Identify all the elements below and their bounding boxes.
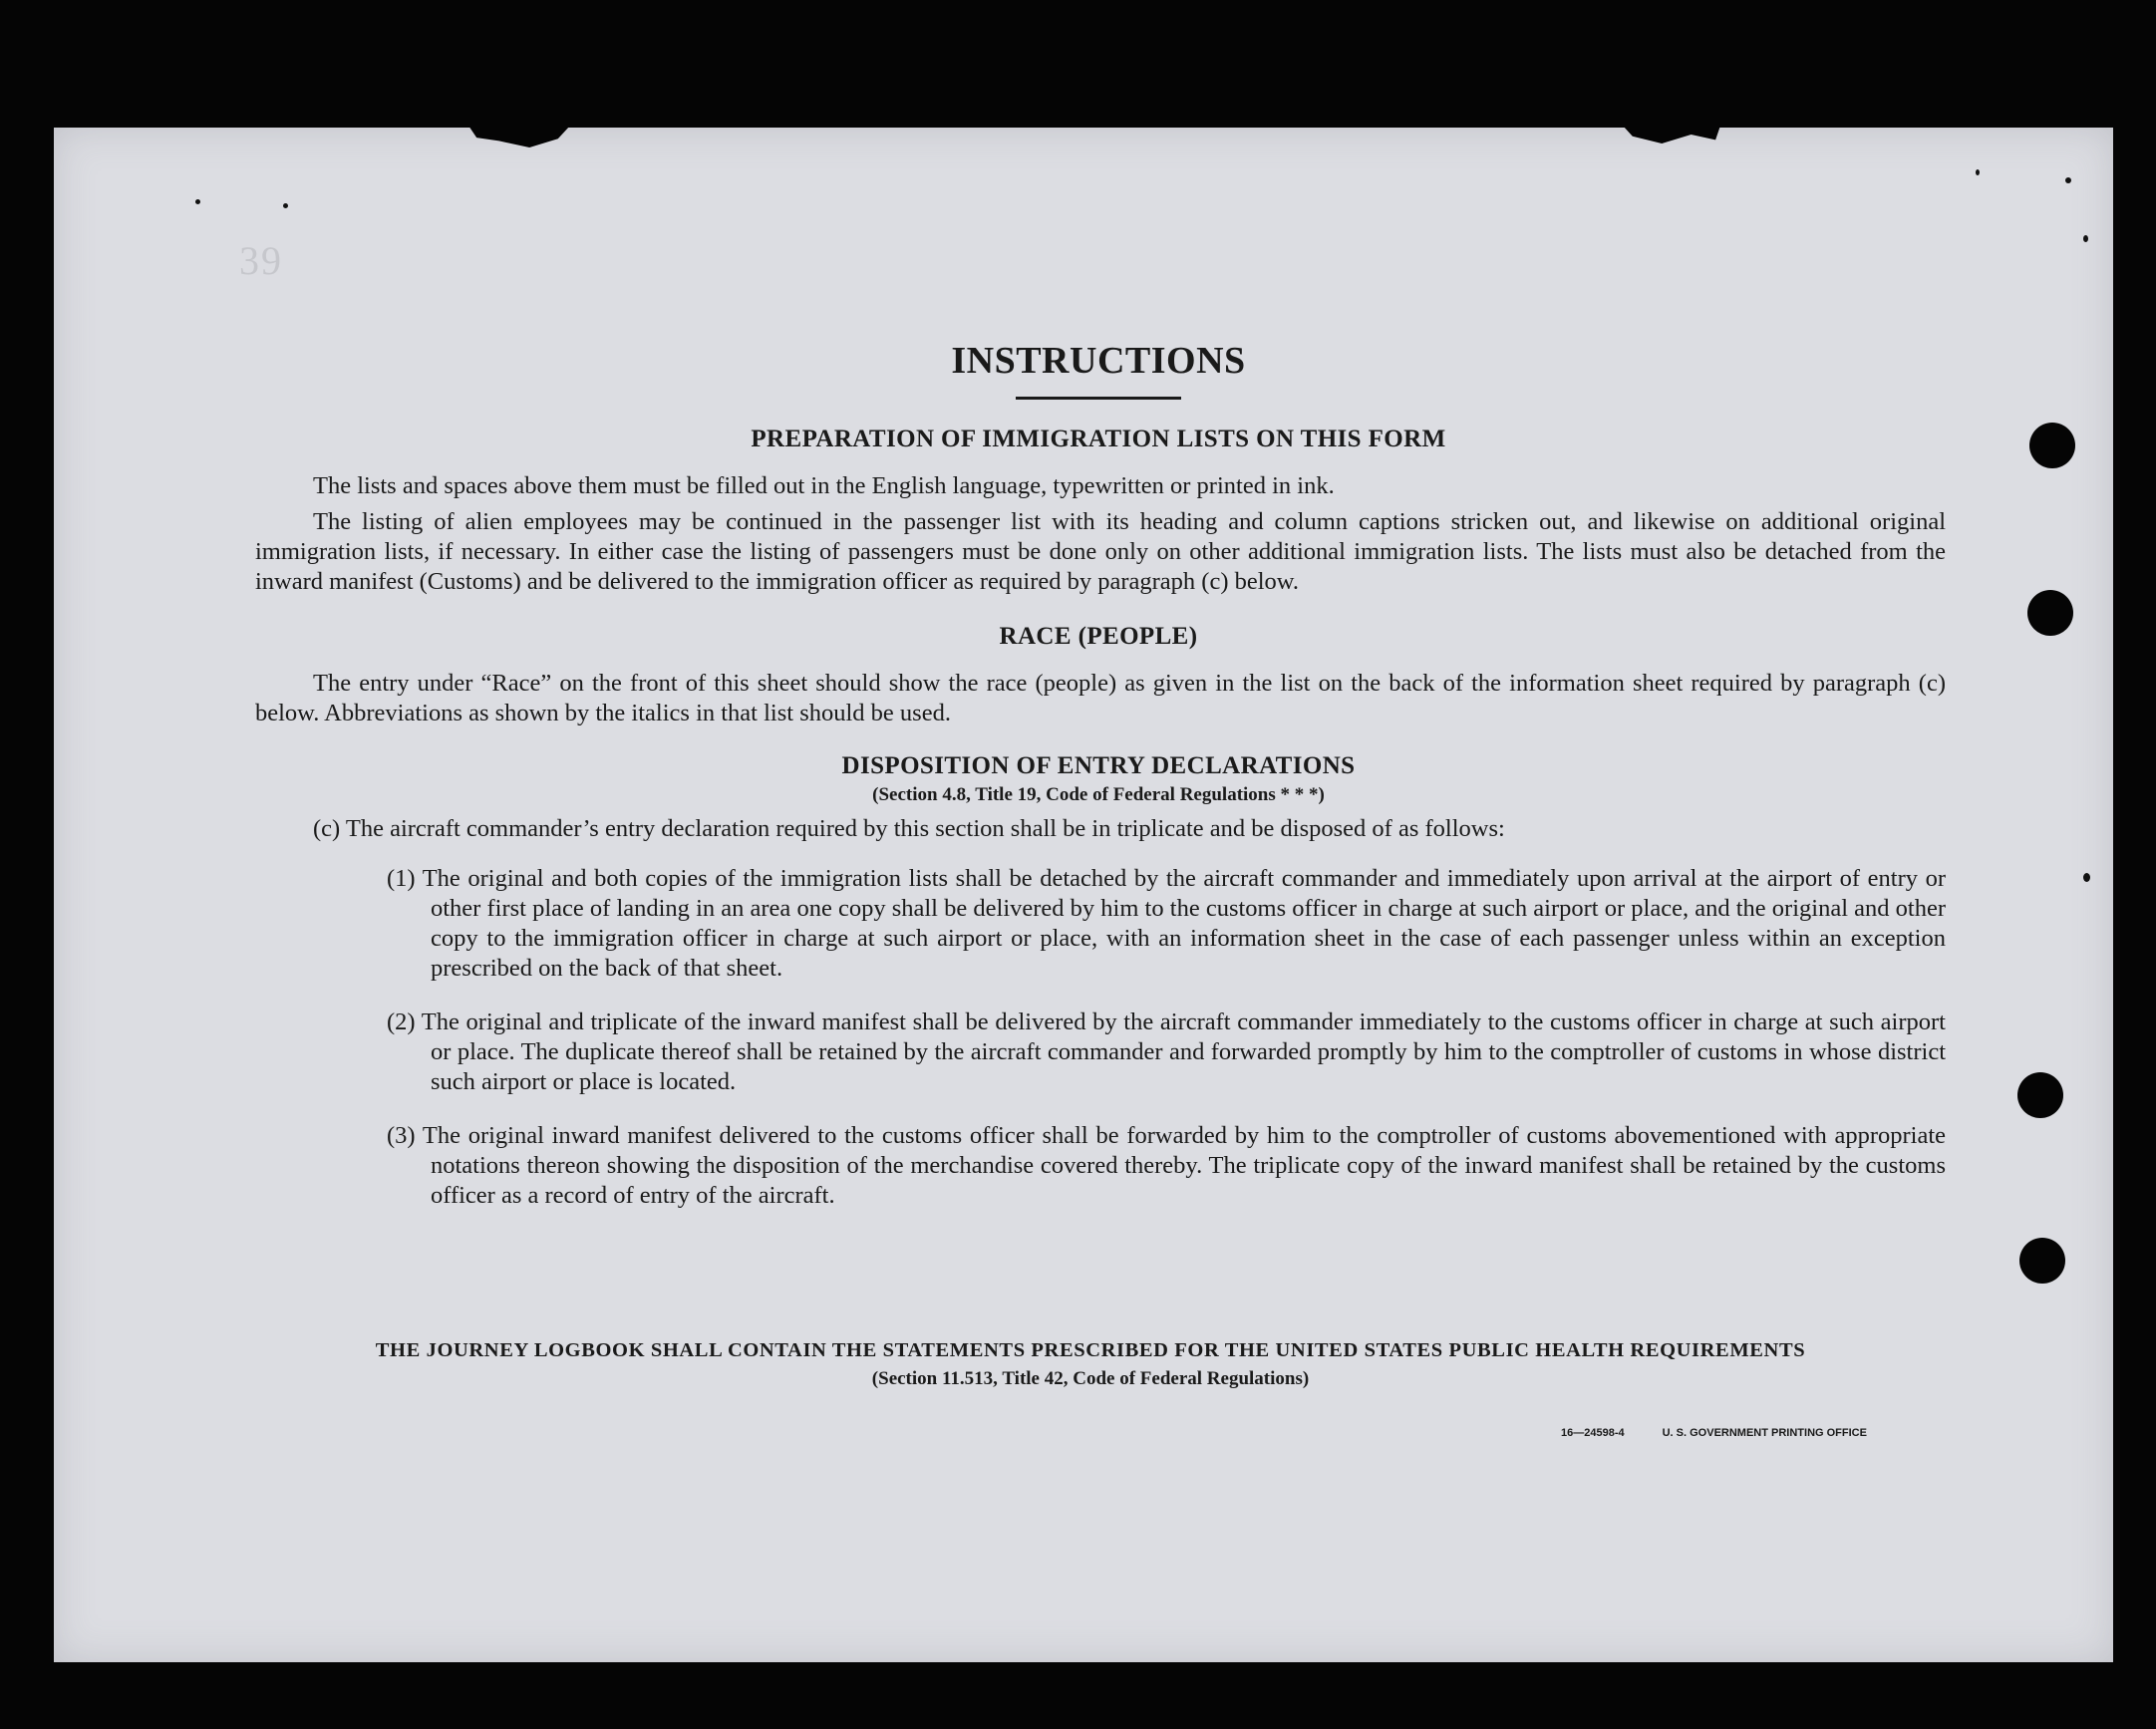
- section-heading-race: RACE (PEOPLE): [999, 623, 1198, 650]
- paragraph: The entry under “Race” on the front of this sheet should show the race (people) as given in the list on the back of the information sheet required by paragraph (c) below. Abbreviations as shown by the italics in that list should be used.: [255, 670, 1946, 726]
- list-item: (2) The original and triplicate of the inward manifest shall be delivered by the aircraft commander immediately to the customs officer in charge at such airport or place. The duplicate thereof shall be retained by the aircraft commander and forwarded promptly by him to the comptroller of customs in whose district such airport or place is located.: [387, 1009, 1946, 1095]
- punch-hole: [2027, 590, 2073, 636]
- speck: [2065, 177, 2071, 183]
- section-citation: (Section 4.8, Title 19, Code of Federal Regulations * * *): [872, 784, 1325, 805]
- punch-hole: [2029, 423, 2075, 468]
- speck: [2083, 235, 2088, 242]
- footer: [247, 1339, 1934, 1390]
- printer-imprint: [1561, 1427, 1905, 1439]
- title-underline: [1016, 397, 1181, 400]
- paragraph: The lists and spaces above them must be filled out in the English language, typewritten or printed in ink.: [313, 472, 1335, 499]
- list-item: (1) The original and both copies of the immigration lists shall be detached by the aircraft commander and immediately upon arrival at the airport of entry or other first place of landing in an area one copy shall be delivered by him to the customs officer in charge at such airport or place, and the original and other copy to the immigration officer in charge at such airport or place, with an information sheet in the case of each passenger unless within an exception prescribed on the back of that sheet.: [387, 865, 1946, 982]
- paragraph-intro: (c) The aircraft commander’s entry declaration required by this section shall be in triplicate and be disposed of as follows:: [313, 815, 1505, 842]
- bleed-through-text: 39: [239, 238, 283, 283]
- speck: [1976, 169, 1980, 175]
- paragraph: The listing of alien employees may be continued in the passenger list with its heading and column captions stricken out, and likewise on additional original immigration lists, if necessary. In either case the listing of passengers must be done only on other additional immigration lists. The lists must also be detached from the inward manifest (Customs) and be delivered to the immigration officer as required by paragraph (c) below.: [255, 508, 1946, 595]
- punch-hole: [2017, 1072, 2063, 1118]
- footer-statement: THE JOURNEY LOGBOOK SHALL CONTAIN THE STATEMENTS PRESCRIBED FOR THE UNITED STATES PUBLIC HEALTH REQUIREMENTS: [375, 1339, 1806, 1361]
- punch-hole: [2019, 1238, 2065, 1284]
- speck: [195, 199, 200, 204]
- printer-name: U. S. GOVERNMENT PRINTING OFFICE: [1662, 1427, 1867, 1439]
- section-heading-disposition: DISPOSITION OF ENTRY DECLARATIONS: [841, 752, 1356, 779]
- speck: [283, 203, 288, 208]
- page-title: INSTRUCTIONS: [951, 340, 1246, 382]
- list-item: (3) The original inward manifest delivered to the customs officer shall be forwarded by him to the comptroller of customs abovementioned with appropriate notations thereon showing the disposition of the merchandise covered thereby. The triplicate copy of the inward manifest shall be retained by the customs officer as a record of entry of the aircraft.: [387, 1122, 1946, 1209]
- footer-citation: (Section 11.513, Title 42, Code of Federal Regulations): [871, 1368, 1310, 1389]
- section-heading-preparation: PREPARATION OF IMMIGRATION LISTS ON THIS FORM: [751, 426, 1446, 452]
- print-number: 16—24598-4: [1561, 1427, 1625, 1439]
- instructions-content: [251, 327, 1946, 1235]
- speck: [2083, 873, 2090, 882]
